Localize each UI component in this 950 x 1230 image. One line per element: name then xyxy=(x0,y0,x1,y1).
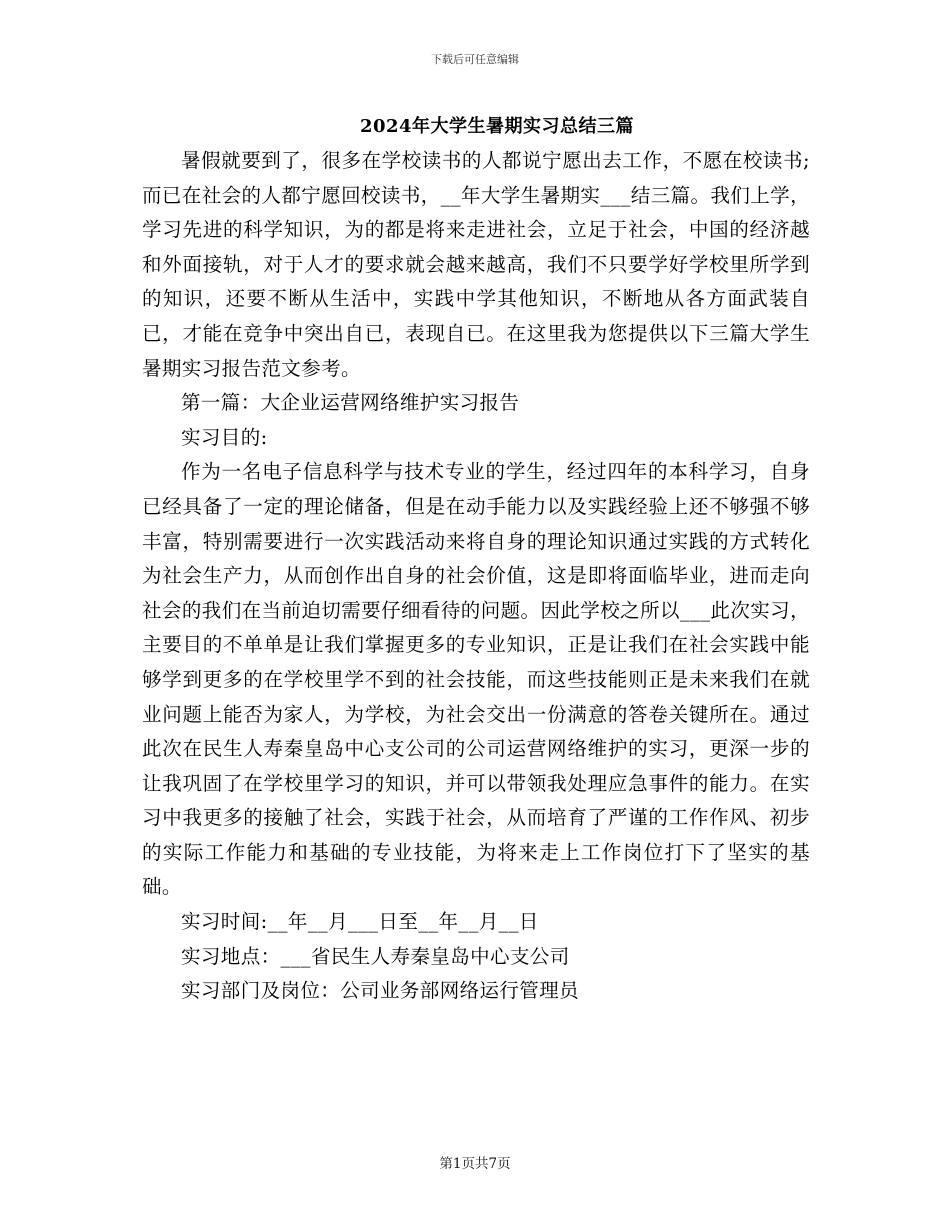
internship-location: 实习地点：___省民生人寿秦皇岛中心支公司 xyxy=(181,944,570,968)
intro-paragraph: 暑假就要到了，很多在学校读书的人都说宁愿出去工作，不愿在校读书;而已在社会的人都宁愿回校读书，__年大学生暑期实___结三篇。我们上学，学习先进的科学知识，为的都是将来走进社会，立足于社会，中国的经济越和外面接轨，对于人才的要求就会越来越高，我们不只要学好学校里所学到的知识，还要不断从生活中，实践中学其他知识，不断地从各方面武装自已，才能在竞争中突出自已，表现自已。在这里我为您提供以下三篇大学生暑期实习报告范文参考。 xyxy=(142,149,810,380)
document-title: 2024年大学生暑期实习总结三篇 xyxy=(359,116,635,137)
page-indicator: 第1页共7页 xyxy=(439,1156,511,1172)
document-body xyxy=(142,144,810,1009)
internship-department: 实习部门及岗位：公司业务部网络运行管理员 xyxy=(181,979,580,1003)
section-heading: 第一篇：大企业运营网络维护实习报告 xyxy=(181,391,520,415)
purpose-paragraph: 作为一名电子信息科学与技术专业的学生，经过四年的本科学习，自身已经具备了一定的理论储备，但是在动手能力以及实践经验上还不够强不够丰富，特别需要进行一次实践活动来将自身的理论知识通过实践的方式转化为社会生产力，从而创作出自身的社会价值，这是即将面临毕业，进而走向社会的我们在当前迫切需要仔细看待的问题。因此学校之所以___此次实习，主要目的不单单是让我们掌握更多的专业知识，正是让我们在社会实践中能够学到更多的在学校里学不到的社会技能，而这些技能则正是未来我们在就业问题上能否为家人，为学校，为社会交出一份满意的答卷关键所在。通过此次在民生人寿秦皇岛中心支公司的公司运营网络维护的实习，更深一步的让我巩固了在学校里学习的知识，并可以带领我处理应急事件的能力。在实习中我更多的接触了社会，实践于社会，从而培育了严谨的工作作风、初步的实际工作能力和基础的专业技能，为将来走上工作岗位打下了坚实的基础。 xyxy=(142,460,810,899)
header-note: 下载后可任意编辑 xyxy=(431,53,519,66)
purpose-label: 实习目的: xyxy=(181,425,268,449)
internship-time: 实习时间:__年__月___日至__年__月__日 xyxy=(181,910,539,934)
